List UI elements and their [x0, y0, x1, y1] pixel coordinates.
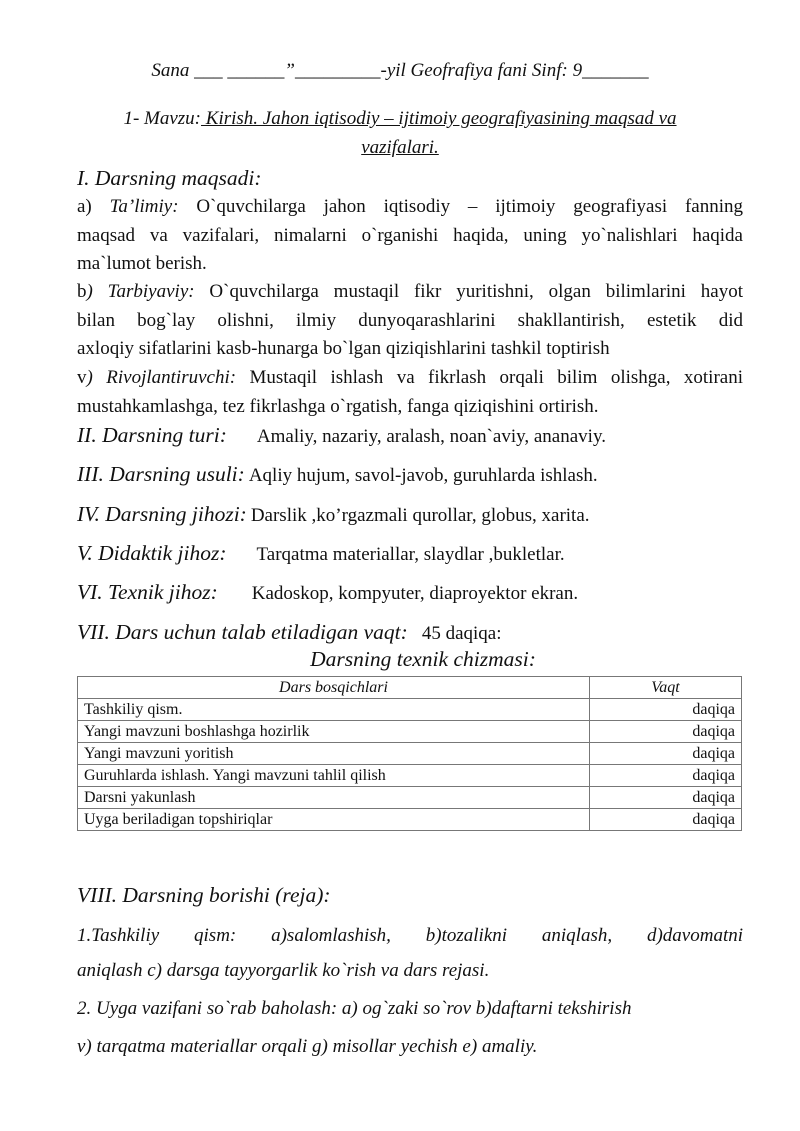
section-text: 45 daqiqa:: [421, 623, 502, 644]
stage-cell: Darsni yakunlash: [78, 787, 590, 809]
section-heading: III. Darsning usuli:: [77, 462, 245, 486]
goal-v-line: mustahkamlashga, tez fikrlashga o`rgatish, fanga qiziqishini ortirish.: [77, 395, 599, 417]
time-cell: daqiqa: [590, 787, 742, 809]
plan-line-2: aniqlash c) darsga tayyorgarlik ko`rish va dars rejasi.: [77, 960, 490, 981]
section-text: Amaliy, nazariy, aralash, noan`aviy, ananaviy.: [256, 426, 606, 447]
goal-b-paragraph: [77, 278, 743, 364]
section-text: Kadoskop, kompyuter, diaproyektor ekran.: [251, 583, 579, 604]
goal-v-term: ) Rivojlantiruvchi:: [86, 367, 237, 388]
section-text: Darslik ,ko’rgazmali qurollar, globus, xarita.: [250, 505, 590, 526]
stage-cell: Uyga beriladigan topshiriqlar: [78, 809, 590, 831]
section-text: Tarqatma materiallar, slaydlar ,bukletlar.: [256, 544, 565, 565]
goals-heading: I. Darsning maqsadi:: [77, 166, 262, 190]
table-row: [78, 721, 742, 743]
section-method: [77, 462, 598, 487]
plan-line-1: 1.Tashkiliy qism: a)salomlashish, b)tozalikni aniqlash, d)davomatni: [77, 925, 743, 946]
stage-cell: Tashkiliy qism.: [78, 699, 590, 721]
goal-v-line: [77, 364, 743, 393]
table-row: [78, 743, 742, 765]
table-row: [78, 787, 742, 809]
goal-a-text: O`quvchilarga jahon iqtisodiy – ijtimoiy geografiyasi fanning: [178, 196, 743, 217]
table-header-row: [78, 677, 742, 699]
topic-line-1: [0, 108, 800, 130]
goal-b-label: b: [77, 281, 87, 302]
section-type: [77, 423, 606, 448]
goal-v-paragraph: [77, 364, 743, 421]
goal-v-text: Mustaqil ishlash va fikrlash orqali bilim olishga, xotirani: [236, 367, 743, 388]
stage-cell: Yangi mavzuni boshlashga hozirlik: [78, 721, 590, 743]
time-cell: daqiqa: [590, 809, 742, 831]
goal-a-line: ma`lumot berish.: [77, 253, 207, 275]
goal-v-label: v: [77, 367, 87, 388]
time-cell: daqiqa: [590, 721, 742, 743]
section-heading: IV. Darsning jihozi:: [77, 502, 247, 526]
section-time: [77, 620, 502, 645]
stage-cell: Guruhlarda ishlash. Yangi mavzuni tahlil qilish: [78, 765, 590, 787]
topic-prefix: 1- Mavzu:: [123, 108, 202, 129]
section-technical: [77, 580, 578, 605]
plan-line-3: 2. Uyga vazifani so`rab baholash: a) og`zaki so`rov b)daftarni tekshirish: [77, 998, 632, 1019]
time-cell: daqiqa: [590, 765, 742, 787]
time-cell: daqiqa: [590, 743, 742, 765]
date-class-text: Sana ___ ______”_________-yil Geofrafiya fani Sinf: 9_______: [151, 60, 649, 81]
plan-line-4: v) tarqatma materiallar orqali g) misollar yechish e) amaliy.: [77, 1036, 538, 1057]
goal-b-term: ) Tarbiyaviy:: [86, 281, 195, 302]
goal-b-line: axloqiy sifatlarini kasb-hunarga bo`lgan qiziqishlarini tashkil toptirish: [77, 338, 610, 360]
date-class-line: [0, 60, 800, 82]
goal-a-paragraph: [77, 193, 743, 279]
section-equipment: [77, 502, 590, 527]
section-text: Aqliy hujum, savol-javob, guruhlarda ishlash.: [248, 465, 598, 486]
goal-b-text: O`quvchilarga mustaqil fikr yuritishni, olgan bilimlarini hayot: [194, 281, 743, 302]
goal-b-line: [77, 278, 743, 307]
stage-cell: Yangi mavzuni yoritish: [78, 743, 590, 765]
topic-title-1: Kirish. Jahon iqtisodiy – ijtimoiy geografiyasining maqsad va: [201, 108, 677, 129]
time-cell: daqiqa: [590, 699, 742, 721]
topic-line-2: vazifalari.: [361, 137, 439, 158]
column-header-stage: Dars bosqichlari: [78, 677, 590, 699]
section-heading: II. Darsning turi:: [77, 423, 227, 447]
section-heading: VII. Dars uchun talab etiladigan vaqt:: [77, 620, 408, 644]
section-heading: VI. Texnik jihoz:: [77, 580, 218, 604]
goal-b-line: bilan bog`lay olishni, ilmiy dunyoqarashlarini shakllantirish, estetik did: [77, 309, 743, 331]
goal-a-label: a): [77, 196, 110, 217]
goal-a-term: Ta’limiy:: [109, 196, 179, 217]
lesson-scheme-table: [77, 676, 742, 831]
section-didactic: [77, 541, 565, 566]
scheme-title: Darsning texnik chizmasi:: [310, 647, 536, 671]
goal-a-line: [77, 193, 743, 222]
goal-a-line: maqsad va vazifalari, nimalarni o`rganishi haqida, uning yo`nalishlari haqida: [77, 224, 743, 246]
table-row: [78, 809, 742, 831]
plan-heading: VIII. Darsning borishi (reja):: [77, 883, 331, 907]
column-header-time: Vaqt: [590, 677, 742, 699]
table-row: [78, 699, 742, 721]
table-row: [78, 765, 742, 787]
section-heading: V. Didaktik jihoz:: [77, 541, 227, 565]
